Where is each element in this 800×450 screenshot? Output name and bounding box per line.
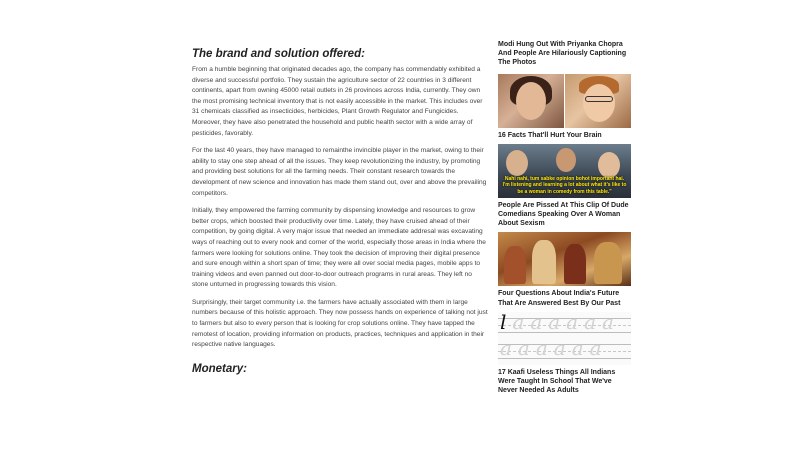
related-story-1[interactable] bbox=[498, 40, 632, 68]
related-stories-sidebar bbox=[498, 40, 632, 395]
article-paragraph-2: For the last 40 years, they have managed to remainthe invincible player in the market, owing to their ability to stay one step ahead of all the issues. They keep revolutionizing the industry, by promoting and providing best solutions for all the farming needs. Their constant research towards the development of new science and innovation has made them stand out, over and above the prevailing competitors. bbox=[192, 147, 487, 197]
article-paragraph-4: Surprisingly, their target community i.e. the farmers have actually associated with them in large numbers because of this holistic approach. They now possess hands on experience of talking not just to farmers but also to every person that is looking for crop solutions online. They have tapped the remotest of location, providing information on products, practices, techniques and application in their respective native languages. bbox=[192, 298, 488, 349]
related-story-title[interactable]: 17 Kaafi Useless Things All Indians Were Taught In School That We've Never Needed As Adults bbox=[498, 368, 616, 395]
related-story-title[interactable]: Modi Hung Out With Priyanka Chopra And People Are Hilariously Captioning The Photos bbox=[498, 41, 627, 67]
portrait-thumbnail[interactable] bbox=[498, 74, 631, 128]
man-portrait-image bbox=[565, 74, 631, 128]
related-story-5[interactable] bbox=[498, 368, 632, 396]
related-story-title[interactable]: People Are Pissed At This Clip Of Dude Comedians Speaking Over A Woman About Sexism bbox=[498, 201, 629, 228]
related-story-4[interactable] bbox=[498, 289, 632, 307]
related-story-title[interactable]: Four Questions About India's Future That Are Answered Best By Our Past bbox=[498, 290, 621, 307]
section-heading-brand: The brand and solution offered: bbox=[192, 48, 365, 60]
section-heading-monetary: Monetary: bbox=[192, 362, 247, 375]
article-paragraph-3: Initially, they empowered the farming community by dispensing knowledge and resources to grow better crops, which boosted their productivity over time. Lately, they have cruised ahead of their competition, by going digital. A very major issue that needed an immediate addresal was excavating ways of reaching out to every nook and corner of the world, especially those areas in India where the farmers were looking for solutions online. They took the decision of improving their digital presence and sure enough within a short span of time; they were all over social media pages, mobile apps to training videos and even panned out door-to-door outreach programs in rural areas. They left no stone unturned in progressing towards this vision. bbox=[192, 207, 486, 289]
article-body bbox=[192, 48, 488, 380]
comedy-clip-thumbnail[interactable] bbox=[498, 144, 631, 198]
article-paragraph-1: From a humble beginning that originated decades ago, the company has commendably exhibited a diverse and successful portfolio. They sustain the agriculture sector of 22 countries in 3 different continents, apart from owning 45000 retail outlets in 26 provinces across India, currently. They own the most promising technical inventory that is not easily accessible in the market. This includes over 31 chemicals classified as insecticides, herbicides, Plant Growth Regulator and Fungicides. Moreover, they have also penetrated the household and public health sector with a wide array of pesticides, favorably. bbox=[192, 66, 483, 137]
related-story-2[interactable] bbox=[498, 131, 632, 140]
clip-subtitles: Nahi nahi, tum sabke opinion bohot important hai. I'm listening and learning a lot about what it's like to be a woman in comedy from this table." bbox=[502, 176, 627, 195]
cursive-practice-thumbnail[interactable]: laaaaaa aaaaaa bbox=[498, 312, 631, 365]
woman-portrait-image bbox=[498, 74, 564, 128]
related-story-title[interactable]: 16 Facts That'll Hurt Your Brain bbox=[498, 131, 602, 139]
painting-thumbnail[interactable] bbox=[498, 232, 631, 286]
related-story-3[interactable] bbox=[498, 201, 632, 229]
